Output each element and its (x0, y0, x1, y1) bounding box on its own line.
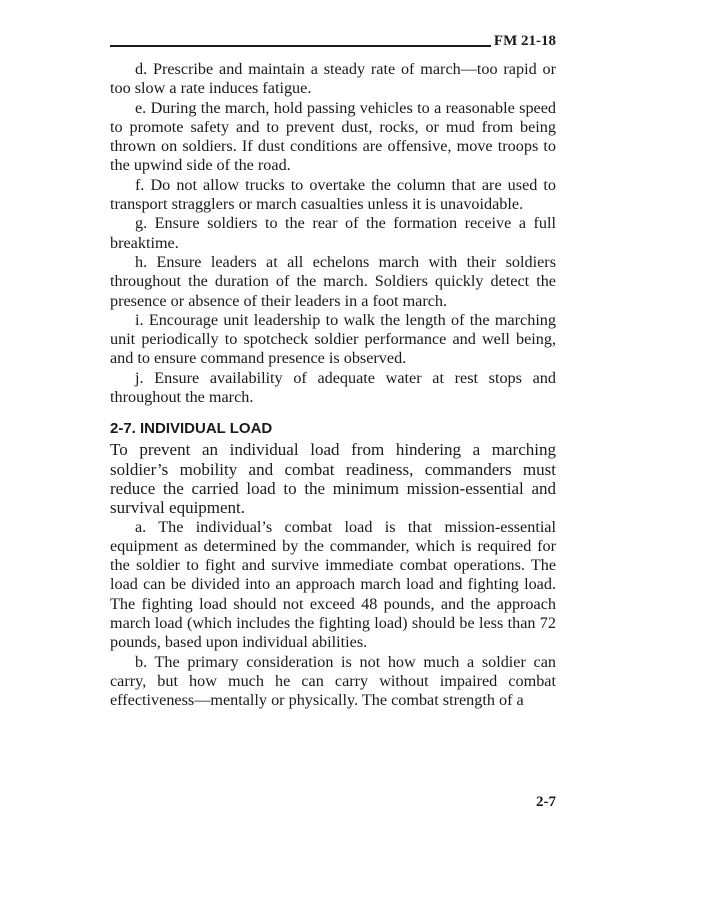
section-lead-paragraph: To prevent an individual load from hindering a marching soldier’s mobility and combat readiness, commanders must reduce the carried load to the minimum mission-essential and survival equipment. (110, 440, 556, 518)
section-heading: 2-7. INDIVIDUAL LOAD (110, 420, 273, 438)
list-item-g: g. Ensure soldiers to the rear of the formation receive a full breaktime. (110, 214, 556, 252)
page-body (110, 60, 556, 711)
list-item-d: d. Prescribe and maintain a steady rate of march—too rapid or too slow a rate induces fatigue. (110, 60, 556, 98)
section-paragraph-a: a. The individual’s combat load is that mission-essential equipment as determined by the commander, which is required for the soldier to fight and survive immediate combat operations. The load can be divided into an approach march load and fighting load. The fighting load should not exceed 48 pounds, and the approach march load (which includes the fighting load) should be less than 72 pounds, based upon individual abilities. (110, 517, 556, 652)
page-header (110, 28, 556, 50)
list-item-e: e. During the march, hold passing vehicles to a reasonable speed to promote safety and to prevent dust, rocks, or mud from being thrown on soldiers. If dust conditions are offensive, move troops to the upwind side of the road. (110, 98, 556, 175)
list-item-h: h. Ensure leaders at all echelons march with their soldiers throughout the duration of the march. Soldiers quickly detect the presence or absence of their leaders in a foot march. (110, 252, 556, 310)
manual-code: FM 21-18 (493, 33, 556, 49)
list-item-j: j. Ensure availability of adequate water at rest stops and throughout the march. (110, 368, 556, 407)
list-item-i: i. Encourage unit leadership to walk the length of the marching unit periodically to spotcheck soldier performance and well being, and to ensure command presence is observed. (110, 310, 556, 368)
header-rule (110, 45, 491, 47)
list-item-f: f. Do not allow trucks to overtake the column that are used to transport stragglers or march casualties unless it is unavoidable. (110, 175, 556, 214)
page-number: 2-7 (536, 794, 556, 810)
section-paragraph-b: b. The primary consideration is not how much a soldier can carry, but how much he can carry without impaired combat effectiveness—mentally or physically. The combat strength of a (110, 652, 556, 710)
